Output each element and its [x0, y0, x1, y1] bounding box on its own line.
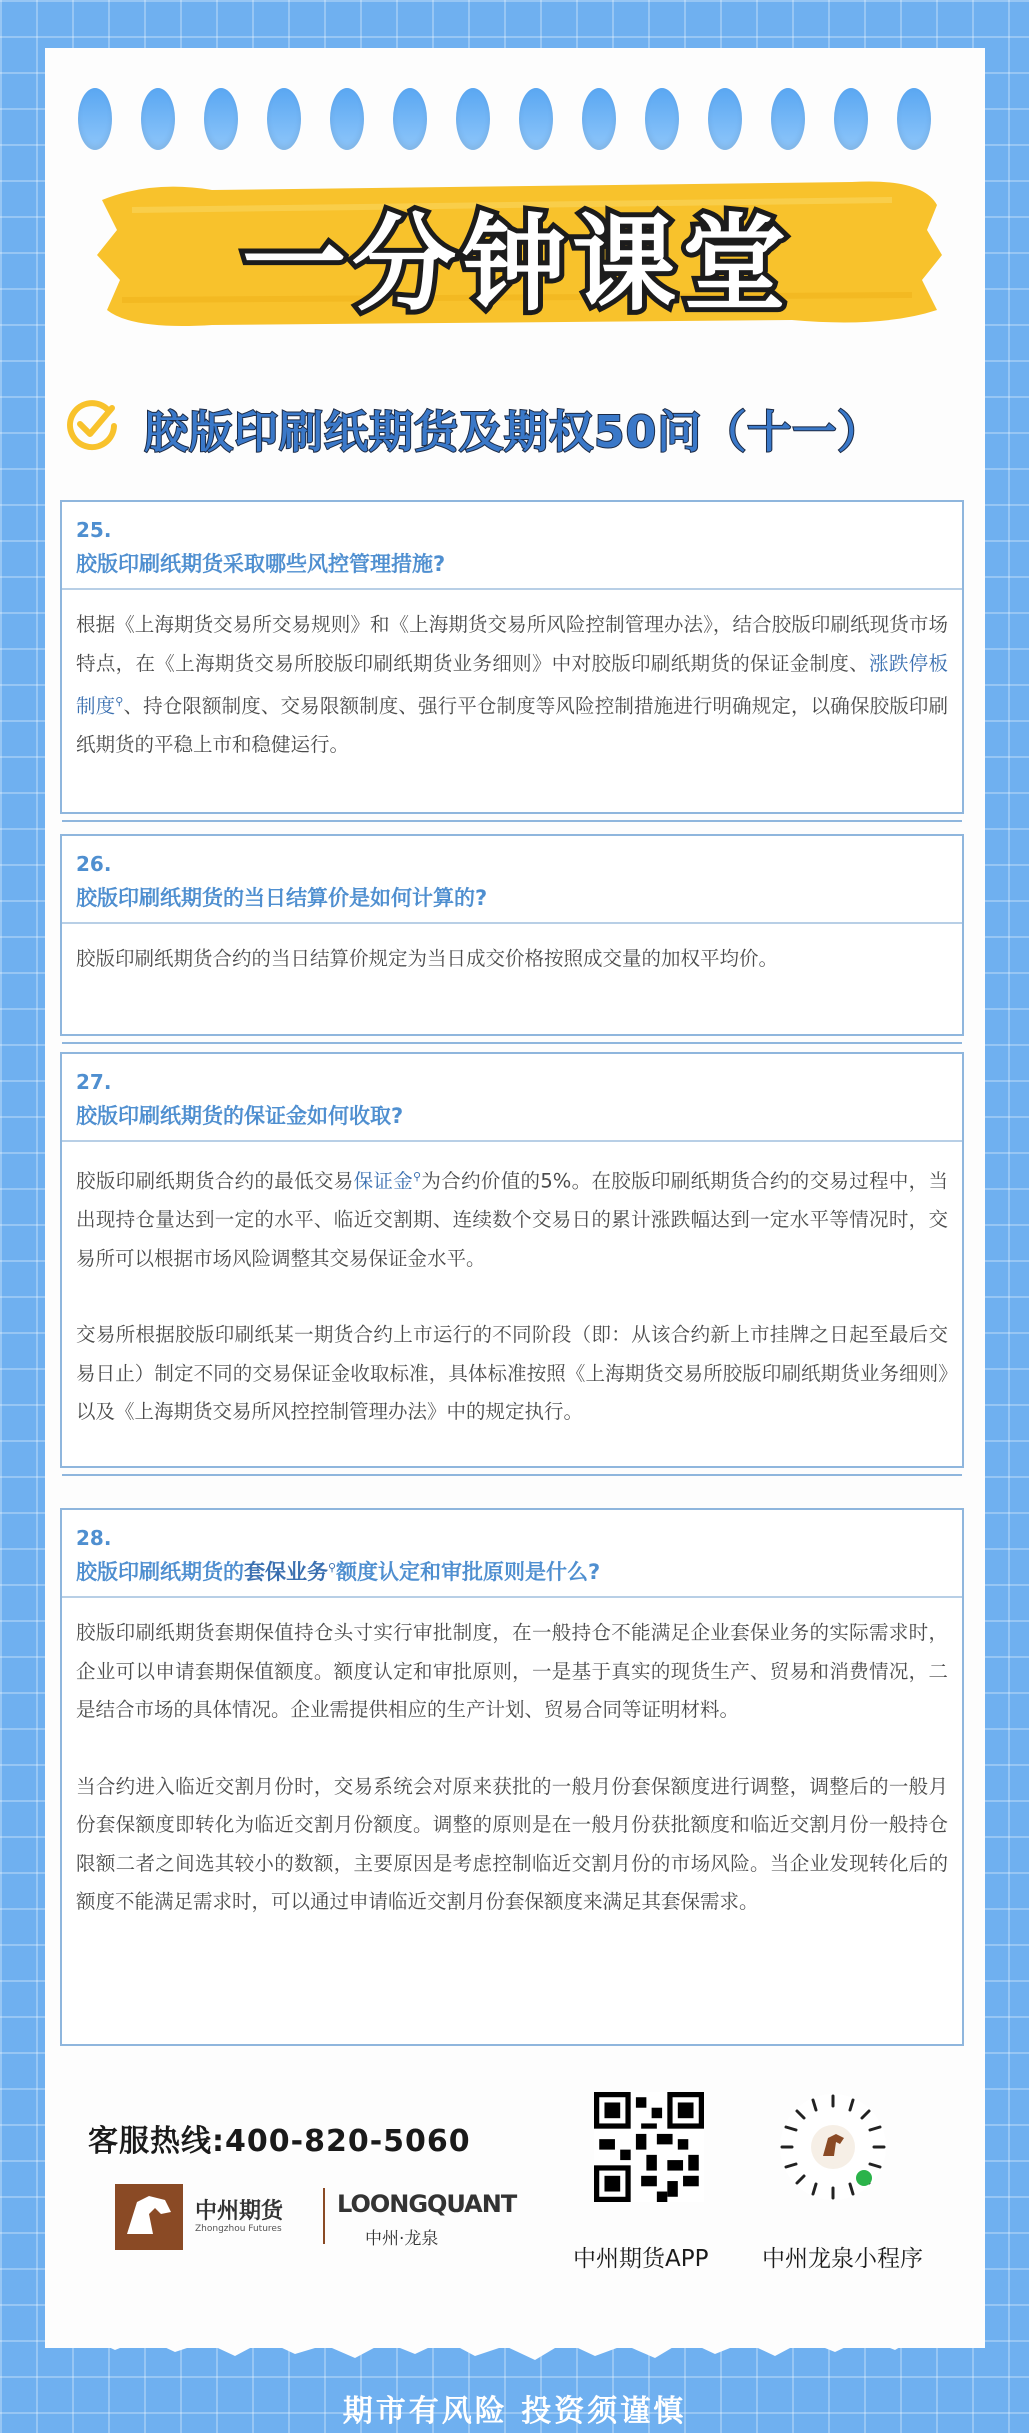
risk-notice: 期市有风险 投资须谨慎 [342, 2394, 687, 2429]
question-number: 25. [76, 518, 112, 542]
question-card-26 [60, 834, 964, 1036]
logo-name-en: Zhongzhou Futures [195, 2224, 282, 2234]
title-banner [92, 160, 942, 340]
subtitle-row [64, 392, 964, 462]
card-header [62, 1054, 962, 1142]
question-number: 27. [76, 1070, 112, 1094]
search-icon[interactable]: ⚲ [413, 1170, 422, 1183]
answer-text [62, 1598, 962, 1922]
subtitle: 胶版印刷纸期货及期权50问（十一） [144, 407, 883, 458]
answer-text-part: 胶版印刷纸期货合约的最低交易 [76, 1169, 354, 1193]
binder-hole [708, 88, 742, 150]
binder-hole [645, 88, 679, 150]
binder-hole [519, 88, 553, 150]
answer-text [62, 924, 962, 979]
answer-text-part: 根据《上海期货交易所交易规则》和《上海期货交易所风险控制管理办法》，结合胶版印刷纸现货市场特点，在《上海期货交易所胶版印刷纸期货业务细则》中对胶版印刷纸期货的保证金制度、 [76, 613, 948, 675]
question-number: 26. [76, 852, 112, 876]
search-icon[interactable]: ⚲ [328, 1561, 337, 1574]
zhongzhou-logo-icon [115, 2184, 183, 2250]
loongquant-logo: LOONGQUANT [337, 2190, 517, 2218]
answer-text [62, 590, 962, 765]
divider [62, 1474, 962, 1476]
keyword-link[interactable]: 套保业务 [244, 1560, 328, 1584]
page-title: 一分钟课堂 [241, 203, 792, 325]
card-header [62, 836, 962, 924]
binder-hole [330, 88, 364, 150]
binder-hole [897, 88, 931, 150]
torn-paper-edge [45, 2290, 985, 2370]
customer-hotline: 客服热线:400-820-5060 [88, 2124, 471, 2159]
question-title [76, 1556, 600, 1586]
binder-hole [141, 88, 175, 150]
answer-text [62, 1142, 962, 1432]
binder-hole [204, 88, 238, 150]
binder-hole [393, 88, 427, 150]
answer-text-part: 、持仓限额制度、交易限额制度、强行平仓制度等风险控制措施进行明确规定，以确保胶版印刷纸期货的平稳上市和稳健运行。 [76, 694, 948, 756]
answer-paragraph: 当合约进入临近交割月份时，交易系统会对原来获批的一般月份套保额度进行调整，调整后的一般月份套保额度即转化为临近交割月份额度。调整的原则是在一般月份获批额度和临近交割月份一般持仓限额二者之间选其较小的数额，主要原因是考虑控制临近交割月份的市场风险。当企业发现转化后的额度不能满足需求时，可以通过申请临近交割月份套保额度来满足其套保需求。 [76, 1774, 948, 1913]
card-header [62, 1510, 962, 1598]
question-title-part: 胶版印刷纸期货的 [76, 1560, 244, 1584]
question-title: 胶版印刷纸期货采取哪些风控管理措施? [76, 552, 446, 576]
binder-hole [456, 88, 490, 150]
logo-name-cn: 中州期货 [195, 2199, 284, 2224]
app-qr-code[interactable] [594, 2092, 704, 2202]
binder-hole [267, 88, 301, 150]
check-circle-icon [64, 396, 120, 452]
brand-logos [115, 2180, 515, 2260]
question-card-25 [60, 500, 964, 814]
divider [62, 1042, 962, 1044]
answer-paragraph: 胶版印刷纸期货套期保值持仓头寸实行审批制度，在一般持仓不能满足企业套保业务的实际需求时，企业可以申请套期保值额度。额度认定和审批原则，一是基于真实的现货生产、贸易和消费情况，二是结合市场的具体情况。企业需提供相应的生产计划、贸易合同等证明材料。 [76, 1621, 948, 1721]
miniprogram-code[interactable] [778, 2092, 888, 2202]
question-card-28 [60, 1508, 964, 2046]
logo-divider [323, 2188, 325, 2244]
binder-hole [78, 88, 112, 150]
answer-paragraph: 胶版印刷纸期货合约的当日结算价规定为当日成交价格按照成交量的加权平均价。 [76, 947, 779, 970]
keyword-link[interactable]: 涨跌停板制度 [76, 651, 948, 718]
keyword-link[interactable]: 保证金 [353, 1169, 414, 1193]
card-header [62, 502, 962, 590]
answer-paragraph: 交易所根据胶版印刷纸某一期货合约上市运行的不同阶段（即：从该合约新上市挂牌之日起至最后交易日止）制定不同的交易保证金收取标准，具体标准按照《上海期货交易所胶版印刷纸期货业务细则》以及《上海期货交易所风控控制管理办法》中的规定执行。 [76, 1323, 948, 1423]
binder-hole [771, 88, 805, 150]
binder-hole [834, 88, 868, 150]
question-title: 胶版印刷纸期货的当日结算价是如何计算的? [76, 886, 488, 910]
answer-text-part: 为合约价值的5%。在胶版印刷纸期货合约的交易过程中，当出现持仓量达到一定的水平、临近交割期、连续数个交易日的累计涨跌幅达到一定水平等情况时，交易所可以根据市场风险调整其交易保证金水平。 [76, 1169, 948, 1270]
search-icon[interactable]: ⚲ [115, 695, 124, 708]
app-qr-label: 中州期货APP [573, 2246, 709, 2272]
question-title: 胶版印刷纸期货的保证金如何收取? [76, 1104, 404, 1128]
loongquant-sub: 中州·龙泉 [365, 2229, 439, 2249]
miniprogram-label: 中州龙泉小程序 [762, 2246, 923, 2272]
question-title-part: 额度认定和审批原则是什么? [336, 1560, 601, 1584]
binder-hole [582, 88, 616, 150]
question-number: 28. [76, 1526, 112, 1550]
binder-holes [78, 88, 948, 152]
divider [62, 820, 962, 822]
question-card-27 [60, 1052, 964, 1468]
